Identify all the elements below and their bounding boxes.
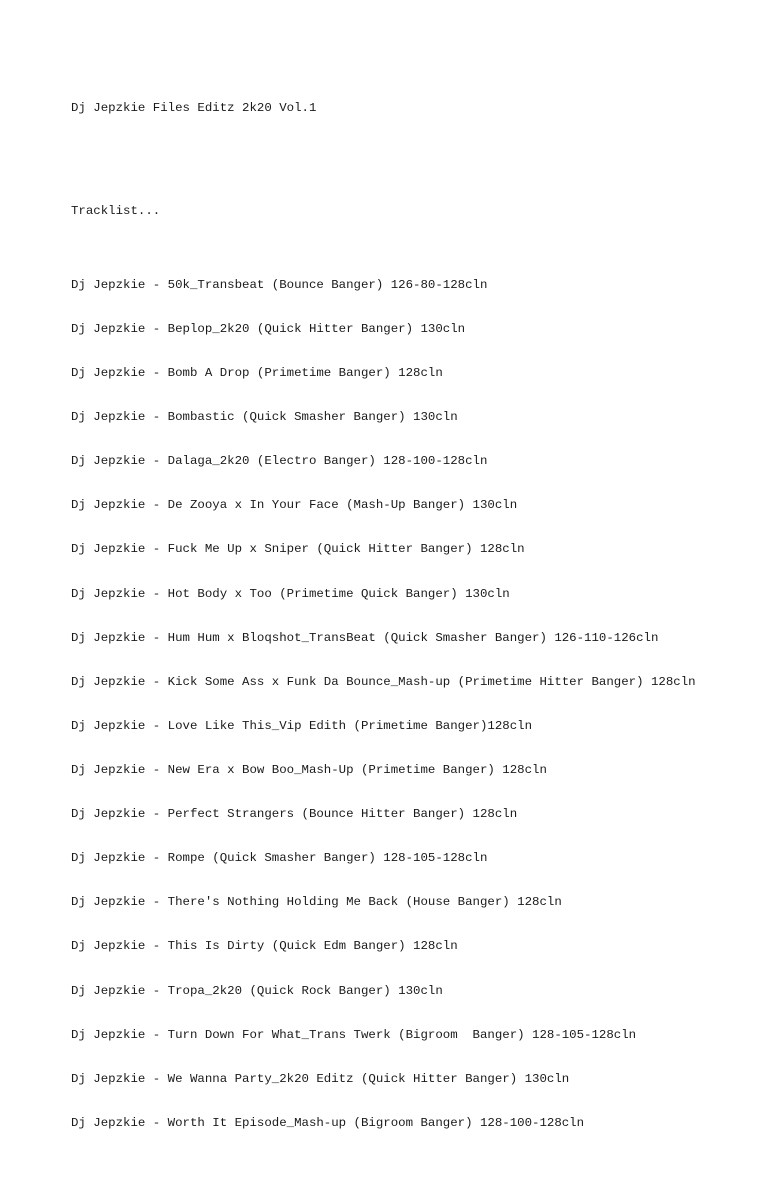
track-item: Dj Jepzkie - Tropa_2k20 (Quick Rock Banger) 130cln: [71, 983, 443, 998]
track-item: Dj Jepzkie - 50k_Transbeat (Bounce Banger) 126-80-128cln: [71, 277, 488, 292]
track-item: Dj Jepzkie - Worth It Episode_Mash-up (Bigroom Banger) 128-100-128cln: [71, 1115, 585, 1130]
track-item: Dj Jepzkie - Hot Body x Too (Primetime Quick Banger) 130cln: [71, 586, 510, 601]
track-item: Dj Jepzkie - De Zooya x In Your Face (Mash-Up Banger) 130cln: [71, 498, 518, 513]
document-body: [71, 72, 731, 1189]
track-item: Dj Jepzkie - Fuck Me Up x Sniper (Quick Hitter Banger) 128cln: [71, 542, 525, 557]
track-item: Dj Jepzkie - Bomb A Drop (Primetime Banger) 128cln: [71, 366, 443, 381]
track-item: Dj Jepzkie - Dalaga_2k20 (Electro Banger) 128-100-128cln: [71, 454, 488, 469]
track-item: Dj Jepzkie - This Is Dirty (Quick Edm Banger) 128cln: [71, 939, 458, 954]
tracklist-heading: Tracklist...: [71, 204, 161, 219]
track-item: Dj Jepzkie - Love Like This_Vip Edith (Primetime Banger)128cln: [71, 718, 533, 733]
document-title: Dj Jepzkie Files Editz 2k20 Vol.1: [71, 101, 317, 116]
track-item: Dj Jepzkie - There's Nothing Holding Me Back (House Banger) 128cln: [71, 895, 562, 910]
track-item: Dj Jepzkie - Turn Down For What_Trans Twerk (Bigroom Banger) 128-105-128cln: [71, 1027, 637, 1042]
track-item: Dj Jepzkie - Beplop_2k20 (Quick Hitter Banger) 130cln: [71, 321, 466, 336]
track-item: Dj Jepzkie - Perfect Strangers (Bounce Hitter Banger) 128cln: [71, 807, 518, 822]
track-item: Dj Jepzkie - Kick Some Ass x Funk Da Bounce_Mash-up (Primetime Hitter Banger) 128cln: [71, 674, 696, 689]
track-item: Dj Jepzkie - New Era x Bow Boo_Mash-Up (Primetime Banger) 128cln: [71, 763, 547, 777]
track-item: Dj Jepzkie - We Wanna Party_2k20 Editz (Quick Hitter Banger) 130cln: [71, 1071, 570, 1086]
track-item: Dj Jepzkie - Rompe (Quick Smasher Banger) 128-105-128cln: [71, 851, 488, 866]
track-item: Dj Jepzkie - Bombastic (Quick Smasher Banger) 130cln: [71, 410, 458, 425]
track-item: Dj Jepzkie - Hum Hum x Bloqshot_TransBeat (Quick Smasher Banger) 126-110-126cln: [71, 630, 659, 645]
track-list: [71, 248, 731, 1160]
blank-lines: [71, 146, 731, 175]
